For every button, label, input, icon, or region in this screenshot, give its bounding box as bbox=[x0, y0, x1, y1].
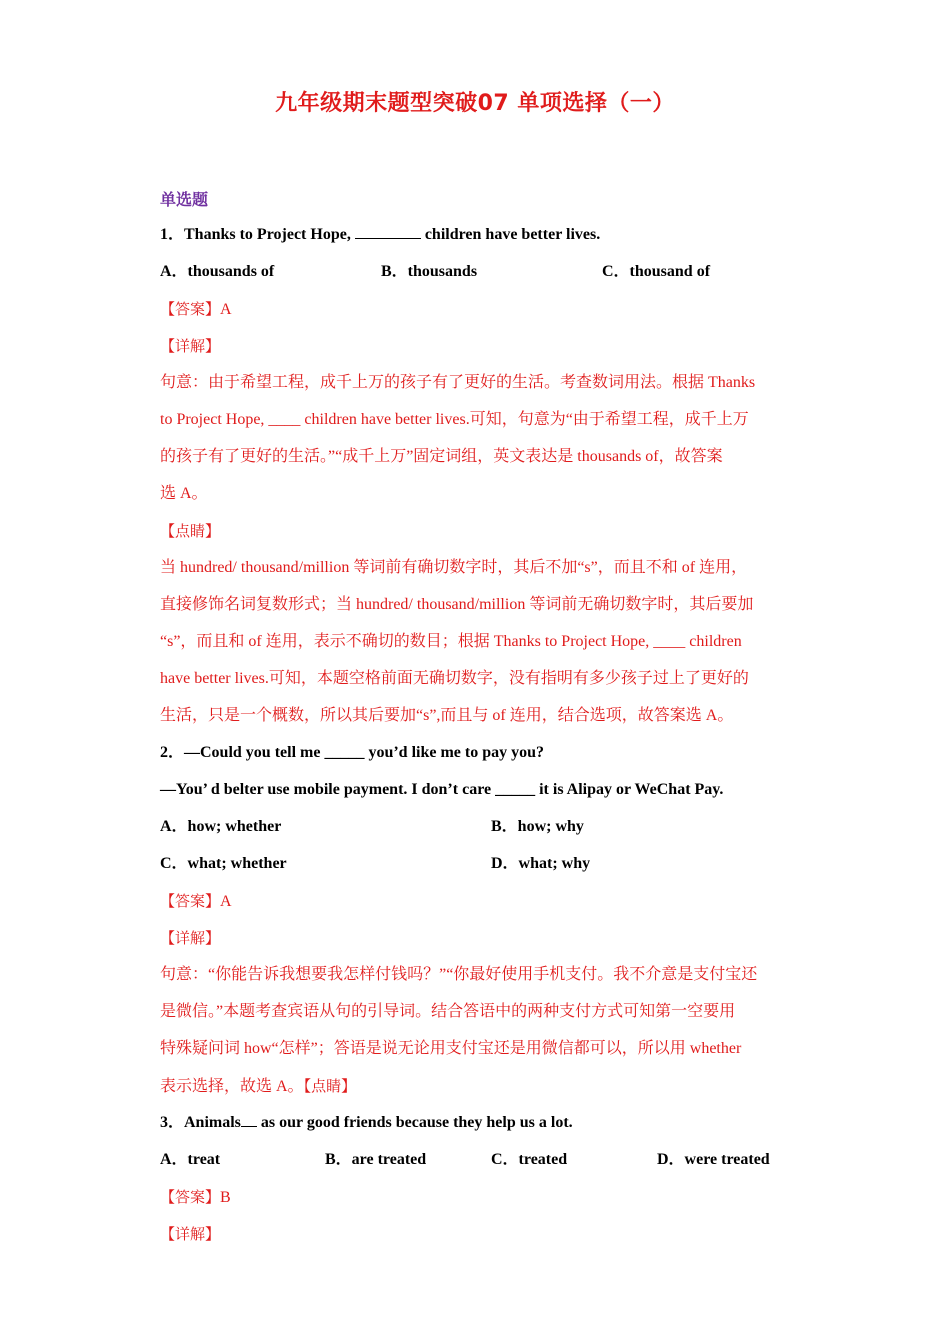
question-1-note-line: 生活，只是一个概数，所以其后要加“s”,而且与 of 连用，结合选项，故答案选 A。 bbox=[160, 707, 734, 724]
question-1-note-line: 直接修饰名词复数形式；当 hundred/ thousand/million 等词前无确切数字时，其后要加 bbox=[160, 596, 754, 613]
answer-value: B bbox=[220, 1189, 231, 1206]
option-b: B．how; why bbox=[491, 818, 584, 835]
question-1-detail-line: to Project Hope, ____ children have better lives.可知，句意为“由于希望工程，成千上万 bbox=[160, 411, 749, 428]
question-list bbox=[160, 224, 788, 1260]
answer-blank bbox=[355, 224, 421, 239]
question-2-detail-tag: 【详解】 bbox=[160, 929, 221, 947]
question-3-answer bbox=[160, 1186, 788, 1223]
question-2-options-row-1 bbox=[160, 816, 788, 853]
answer-tag: 【答案】 bbox=[160, 1188, 221, 1206]
option-c: C．thousand of bbox=[602, 263, 711, 280]
answer-blank bbox=[241, 1112, 257, 1127]
question-1-answer bbox=[160, 298, 788, 335]
option-b: B．are treated bbox=[325, 1151, 427, 1168]
answer-value: A bbox=[220, 893, 232, 910]
section-heading: 单选题 bbox=[160, 190, 209, 209]
answer-tag: 【答案】 bbox=[160, 892, 221, 910]
option-d: D．what; why bbox=[491, 855, 591, 872]
question-1-detail-line: 句意：由于希望工程，成千上万的孩子有了更好的生活。考查数词用法。根据 Thanks bbox=[160, 374, 756, 391]
option-a: A．treat bbox=[160, 1151, 221, 1168]
question-2-detail-line: 句意：“你能告诉我想要我怎样付钱吗？”“你最好使用手机支付。我不介意是支付宝还 bbox=[160, 966, 758, 983]
question-2-reply: —You’ d belter use mobile payment. I don’t care _____ it is Alipay or WeChat Pay. bbox=[160, 781, 724, 798]
question-2-stem: 2．—Could you tell me _____ you’d like me to pay you? bbox=[160, 744, 545, 761]
question-2-detail-line: 表示选择，故选 A。【点睛】 bbox=[160, 1077, 357, 1095]
note-tag: 【点睛】 bbox=[303, 1077, 357, 1095]
question-2-answer bbox=[160, 890, 788, 927]
question-1-detail-tag: 【详解】 bbox=[160, 337, 221, 355]
question-1-detail-line: 的孩子有了更好的生活。”“成千上万”固定词组，英文表达是 thousands of，故答案 bbox=[160, 448, 723, 465]
option-b: B．thousands bbox=[381, 263, 478, 280]
answer-tag: 【答案】 bbox=[160, 300, 221, 318]
question-2-detail-line: 特殊疑问词 how“怎样”；答语是说无论用支付宝还是用微信都可以，所以用 whether bbox=[160, 1040, 742, 1057]
answer-value: A bbox=[220, 301, 232, 318]
question-1-options bbox=[160, 261, 788, 298]
question-3-options bbox=[160, 1149, 788, 1186]
question-1-note-tag: 【点睛】 bbox=[160, 522, 221, 540]
question-1-detail-line: 选 A。 bbox=[160, 485, 208, 502]
question-2-options-row-2 bbox=[160, 853, 788, 890]
question-3-detail-tag: 【详解】 bbox=[160, 1225, 221, 1243]
question-1-stem: 1．Thanks to Project Hope, children have better lives. bbox=[160, 226, 601, 243]
question-1-note-line: “s”，而且和 of 连用，表示不确切的数目；根据 Thanks to Project Hope, ____ children bbox=[160, 633, 742, 650]
question-1-note-line: 当 hundred/ thousand/million 等词前有确切数字时，其后不加“s”，而且不和 of 连用， bbox=[160, 559, 748, 576]
option-a: A．thousands of bbox=[160, 263, 275, 280]
question-3-stem: 3．Animals as our good friends because they help us a lot. bbox=[160, 1114, 573, 1131]
option-c: C．what; whether bbox=[160, 855, 287, 872]
question-1-note-line: have better lives.可知，本题空格前面无确切数字，没有指明有多少孩子过上了更好的 bbox=[160, 670, 749, 687]
question-2-detail-line: 是微信。”本题考查宾语从句的引导词。结合答语中的两种支付方式可知第一空要用 bbox=[160, 1003, 736, 1020]
option-c: C．treated bbox=[491, 1151, 568, 1168]
option-d: D．were treated bbox=[657, 1151, 770, 1168]
option-a: A．how; whether bbox=[160, 818, 282, 835]
page-title: 九年级期末题型突破07 单项选择（一） bbox=[275, 91, 675, 116]
